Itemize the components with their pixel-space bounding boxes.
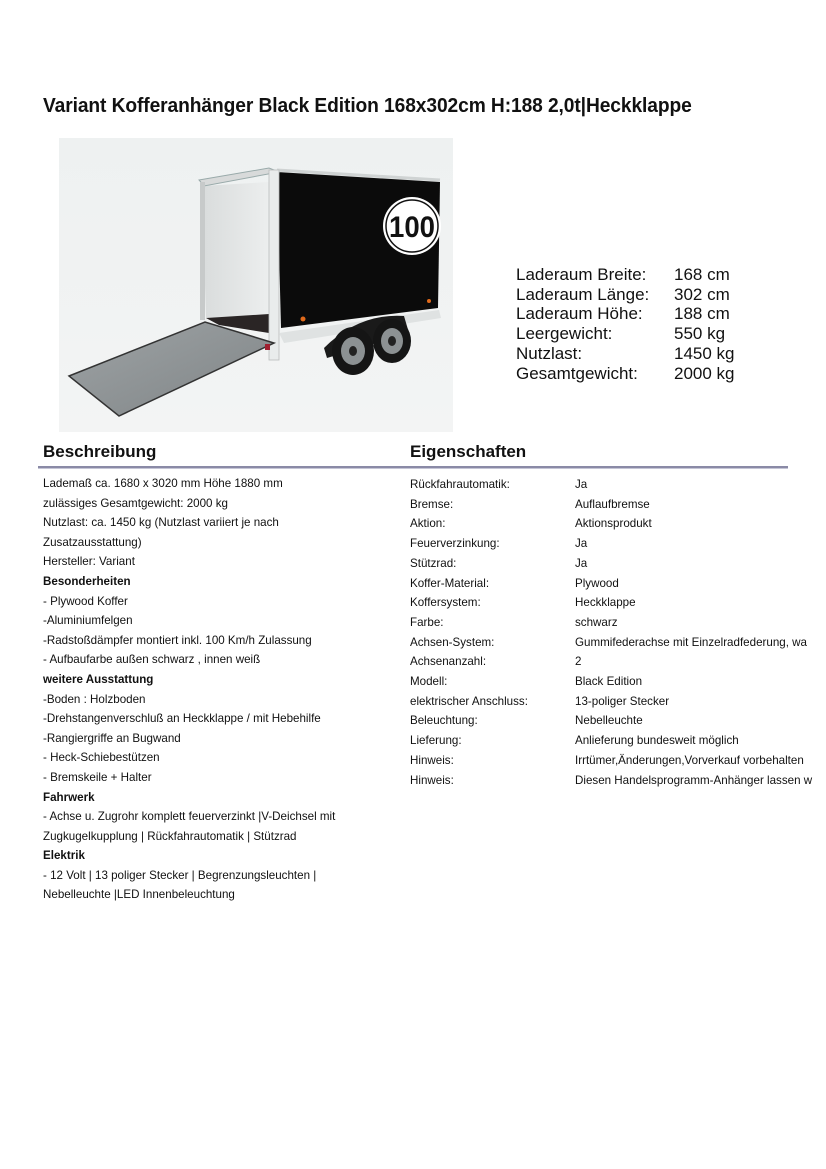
spec-value: 2000 kg — [674, 363, 735, 383]
description-line: - Aufbaufarbe außen schwarz , innen weiß — [43, 653, 261, 667]
spec-label: Leergewicht: — [516, 324, 613, 344]
description-line: - Bremskeile + Halter — [43, 770, 152, 784]
description-line: Hersteller: Variant — [43, 555, 135, 569]
property-value: Aktionsprodukt — [575, 517, 652, 531]
spec-label: Laderaum Breite: — [516, 265, 647, 284]
property-value: Nebelleuchte — [575, 714, 643, 728]
property-value: Ja — [575, 478, 588, 491]
property-row — [410, 613, 826, 633]
description-line: -Drehstangenverschluß an Heckklappe / mit Hebehilfe — [43, 712, 321, 726]
property-value: Gummifederachse mit Einzelradfederung, wa — [575, 635, 807, 649]
property-value: Black Edition — [575, 675, 643, 689]
speed-badge: 100 — [389, 211, 435, 244]
property-value: 13-poliger Stecker — [575, 694, 670, 708]
spec-label: Laderaum Länge: — [516, 284, 650, 304]
description-line: - Plywood Koffer — [43, 594, 128, 608]
description-line: - Achse u. Zugrohr komplett feuerverzinkt |V-Deichsel mit — [43, 810, 336, 824]
property-row — [410, 475, 826, 495]
description-line: - 12 Volt | 13 poliger Stecker | Begrenzungsleuchten | — [43, 868, 317, 882]
property-row — [410, 751, 826, 771]
property-label: Beleuchtung: — [410, 714, 478, 728]
description-heading: Beschreibung — [43, 442, 157, 461]
property-row — [410, 534, 826, 554]
spec-value: 188 cm — [674, 304, 730, 324]
page-title: Variant Kofferanhänger Black Edition 168x302cm H:188 2,0t|Heckklappe — [43, 95, 692, 117]
property-value: Ja — [575, 556, 588, 570]
spec-row — [516, 364, 735, 384]
property-label: Hinweis: — [410, 753, 454, 767]
spec-row — [516, 344, 735, 364]
property-value: Ja — [575, 537, 588, 551]
description-line: -Rangiergriffe an Bugwand — [43, 731, 181, 745]
property-label: Koffersystem: — [410, 596, 481, 610]
description-line: Nutzlast: ca. 1450 kg (Nutzlast variiert je nach — [43, 516, 279, 530]
spec-value: 302 cm — [674, 284, 730, 304]
spec-value: 168 cm — [674, 265, 730, 284]
property-row — [410, 711, 826, 731]
property-label: Stützrad: — [410, 556, 457, 570]
property-value: schwarz — [575, 615, 618, 629]
property-value: Auflaufbremse — [575, 497, 650, 511]
description-line: zulässiges Gesamtgewicht: 2000 kg — [43, 496, 228, 510]
property-value: Diesen Handelsprogramm-Anhänger lassen w — [575, 773, 813, 787]
property-row — [410, 652, 826, 672]
description-line: - Heck-Schiebestützen — [43, 751, 160, 765]
properties-table — [410, 475, 826, 790]
spec-row — [516, 285, 735, 305]
property-label: Feuerverzinkung: — [410, 537, 500, 551]
product-photo — [59, 138, 453, 432]
spec-row — [516, 304, 735, 324]
property-label: Hinweis: — [410, 773, 454, 787]
spec-row — [516, 324, 735, 344]
section-divider — [38, 466, 788, 469]
wheel-rear-icon — [373, 319, 411, 363]
property-value: Plywood — [575, 576, 619, 590]
property-row — [410, 574, 826, 594]
description-subheading: weitere Ausstattung — [43, 672, 154, 686]
trailer-photo-icon — [59, 138, 453, 432]
property-label: Modell: — [410, 675, 448, 689]
property-label: Achsenanzahl: — [410, 655, 487, 669]
spec-value: 1450 kg — [674, 343, 735, 363]
property-value: Irrtümer,Änderungen,Vorverkauf vorbehalten — [575, 753, 804, 767]
property-value: 2 — [575, 655, 582, 669]
spec-label: Nutzlast: — [516, 343, 583, 363]
property-row — [410, 593, 826, 613]
property-row — [410, 554, 826, 574]
description-line: -Boden : Holzboden — [43, 692, 146, 706]
property-value: Anlieferung bundesweit möglich — [575, 734, 739, 748]
property-row — [410, 514, 826, 534]
description-subheading: Besonderheiten — [43, 574, 131, 588]
property-row — [410, 692, 826, 712]
wheel-front-icon — [332, 327, 374, 375]
spec-label: Laderaum Höhe: — [516, 304, 643, 324]
property-row — [410, 672, 826, 692]
description-line: -Radstoßdämpfer montiert inkl. 100 Km/h Zulassung — [43, 633, 312, 647]
property-label: Aktion: — [410, 517, 446, 531]
description-line: Lademaß ca. 1680 x 3020 mm Höhe 1880 mm — [43, 477, 283, 490]
property-label: Rückfahrautomatik: — [410, 478, 510, 491]
property-label: Bremse: — [410, 497, 454, 511]
property-row — [410, 771, 826, 791]
spec-row — [516, 265, 735, 285]
property-label: Farbe: — [410, 615, 444, 629]
description-text — [43, 474, 373, 905]
property-row — [410, 495, 826, 515]
property-row — [410, 731, 826, 751]
key-specs — [516, 265, 735, 383]
property-label: Koffer-Material: — [410, 576, 490, 590]
spec-label: Gesamtgewicht: — [516, 363, 638, 383]
property-label: Achsen-System: — [410, 635, 495, 649]
description-line: Nebelleuchte |LED Innenbeleuchtung — [43, 888, 235, 902]
spec-value: 550 kg — [674, 324, 726, 344]
description-line: Zugkugelkupplung | Rückfahrautomatik | Stützrad — [43, 829, 297, 843]
description-line: Zusatzausstattung) — [43, 535, 142, 549]
properties-heading: Eigenschaften — [410, 442, 527, 461]
property-row — [410, 633, 826, 653]
property-value: Heckklappe — [575, 596, 636, 610]
description-line: -Aluminiumfelgen — [43, 614, 133, 628]
property-label: elektrischer Anschluss: — [410, 694, 528, 708]
property-label: Lieferung: — [410, 734, 462, 748]
description-subheading: Fahrwerk — [43, 790, 95, 804]
description-subheading: Elektrik — [43, 849, 85, 863]
